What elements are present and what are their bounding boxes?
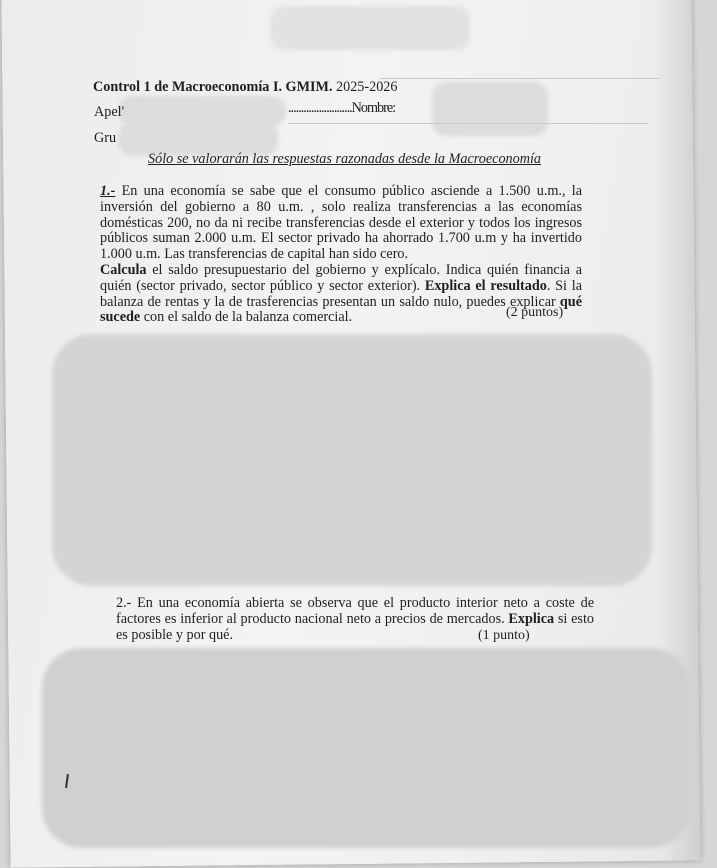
question-1-points: (2 puntos)	[506, 305, 564, 320]
question-2-points: (1 punto)	[478, 628, 530, 643]
question-1-number: 1.-	[100, 183, 116, 199]
redacted-name	[432, 82, 548, 136]
surname-label: Apel'	[94, 104, 125, 120]
header-rule	[380, 78, 660, 79]
redacted-top-area	[270, 6, 470, 50]
instructions-subtitle: Sólo se valorarán las respuestas razonadas desde la Macroeconomía	[148, 151, 542, 167]
redacted-answer-2	[42, 648, 690, 848]
redacted-answer-1	[52, 334, 652, 586]
name-label: .........................Nombre:	[288, 100, 396, 116]
question-1: 1.- En una economía se sabe que el consumo público asciende a 1.500 u.m., la inversión del gobierno a 80 u.m. , solo realiza transferencias a las economías domésticas 200, no da ni recibe transferencias desde el exterior y todos los ingresos públicos suman 2.000 u.m. El sector privado ha ahorrado 1.700 u.m y ha invertido 1.000 u.m. Las transferencias de capital han sido cero. Calcula el saldo presupuestario del gobierno y explícalo. Indica quién financia a quién (sector privado, sector público y sector exterior). Explica el resultado. Si la balanza de rentas y la de trasferencias presentan un saldo nulo, puedes explicar qué sucede con el saldo de la balanza comercial.	[100, 183, 582, 326]
exam-title: Control 1 de Macroeconomía I. GMIM. 2025-2026	[93, 79, 398, 95]
group-label: Gru	[94, 130, 117, 146]
header-rule	[288, 123, 648, 124]
question-2: 2.- En una economía abierta se observa que el producto interior neto a coste de factores es inferior al producto nacional neto a precios de mercados. Explica si esto es posible y por qué.	[116, 595, 594, 643]
